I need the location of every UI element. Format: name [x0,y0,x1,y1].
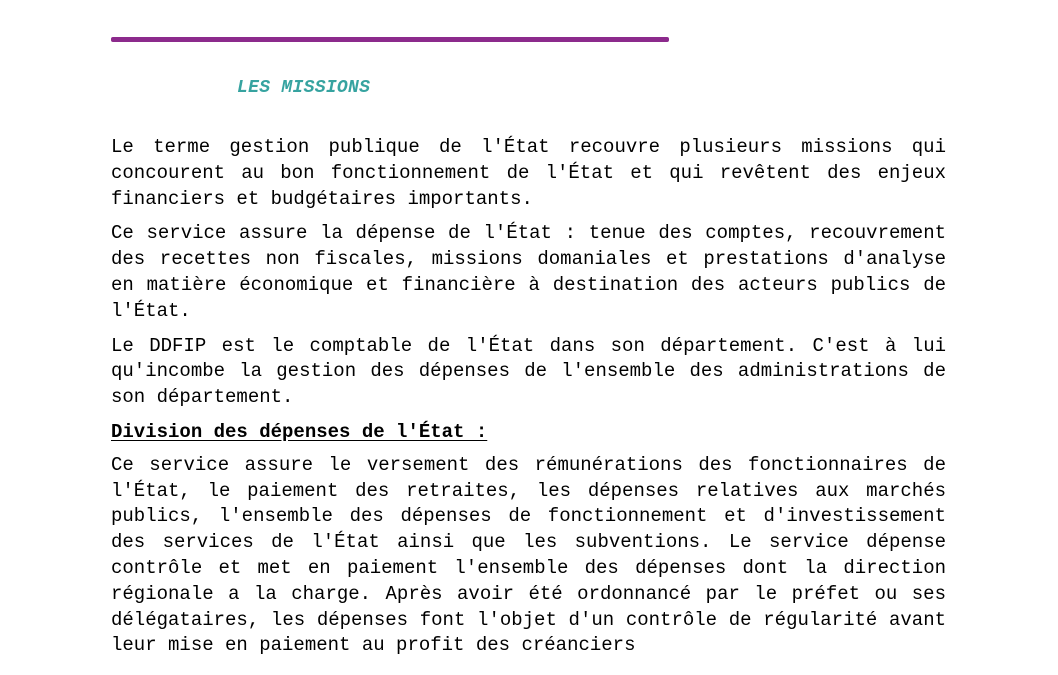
division-paragraph: Ce service assure le versement des rémunérations des fonctionnaires de l'État, le paiement des retraites, les dépenses relatives aux marchés publics, l'ensemble des dépenses de fonctionnement et d'investissement des services de l'État ainsi que les subventions. Le service dépense contrôle et met en paiement l'ensemble des dépenses dont la direction régionale a la charge. Après avoir été ordonnancé par le préfet ou ses délégataires, les dépenses font l'objet d'un contrôle de régularité avant leur mise en paiement au profit des créanciers [111,453,946,657]
document-body [111,135,946,668]
division-heading: Division des dépenses de l'État : [111,420,488,443]
intro-paragraph: Le terme gestion publique de l'État recouvre plusieurs missions qui concourent au bon fonctionnement de l'État et qui revêtent des enjeux financiers et budgétaires importants. [111,136,946,210]
header-rule [111,37,669,42]
ddfip-paragraph: Le DDFIP est le comptable de l'État dans son département. C'est à lui qu'incombe la gestion des dépenses de l'ensemble des administrations de son département. [111,334,946,409]
section-title: LES MISSIONS [237,78,371,98]
service-paragraph: Ce service assure la dépense de l'État : tenue des comptes, recouvrement des recettes non fiscales, missions domaniales et prestations d'analyse en matière économique et financière à destination des acteurs publics de l'État. [111,222,946,322]
